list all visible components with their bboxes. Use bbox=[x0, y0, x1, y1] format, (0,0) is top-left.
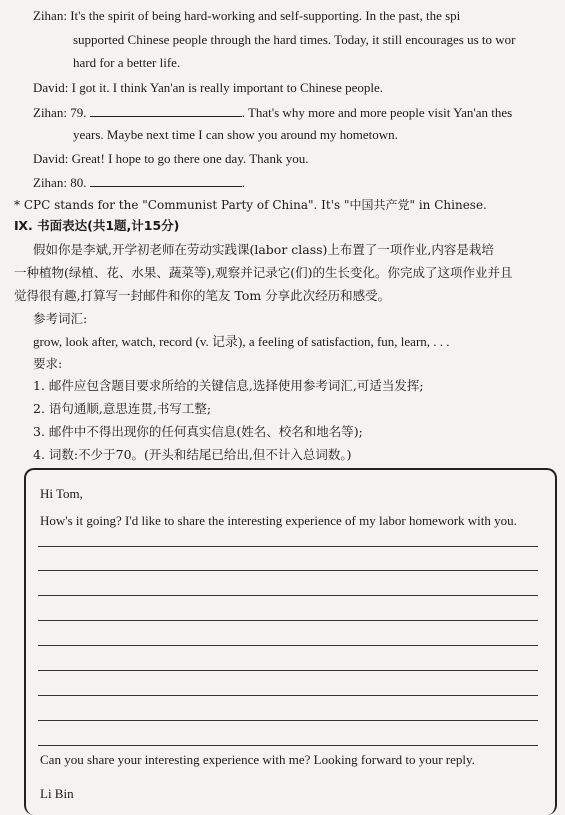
dialogue-line bbox=[33, 104, 512, 121]
requirement-item: 4. 词数:不少于70。(开头和结尾已给出,但不计入总词数。) bbox=[33, 447, 352, 462]
writing-line[interactable] bbox=[38, 745, 538, 746]
answer-blank-80[interactable] bbox=[90, 174, 242, 187]
answer-blank-79[interactable] bbox=[90, 104, 242, 117]
requirement-item: 3. 邮件中不得出现你的任何真实信息(姓名、校名和地名等); bbox=[33, 424, 363, 439]
requirement-item: 1. 邮件应包含题目要求所给的关键信息,选择使用参考词汇,可适当发挥; bbox=[33, 378, 424, 393]
vocab-heading: 参考词汇: bbox=[33, 311, 88, 326]
writing-line[interactable] bbox=[38, 620, 538, 621]
speaker-label: David: bbox=[33, 80, 69, 95]
speaker-label: Zihan: bbox=[33, 8, 67, 23]
letter-signature: Li Bin bbox=[40, 786, 74, 801]
letter-opening: How's it going? I'd like to share the interesting experience of my labor homework with you. bbox=[40, 513, 517, 528]
dialogue-line bbox=[33, 8, 460, 24]
writing-line[interactable] bbox=[38, 720, 538, 721]
writing-line[interactable] bbox=[38, 695, 538, 696]
dialogue-text: . bbox=[241, 175, 245, 190]
letter-closing: Can you share your interesting experience with me? Looking forward to your reply. bbox=[40, 752, 475, 767]
writing-line[interactable] bbox=[38, 645, 538, 646]
requirements-heading: 要求: bbox=[33, 356, 63, 371]
question-number: 80. bbox=[70, 175, 87, 190]
writing-line[interactable] bbox=[38, 670, 538, 671]
prompt-line: 一种植物(绿植、花、水果、蔬菜等),观察并记录它(们)的生长变化。你完成了这项作业并且 bbox=[14, 265, 513, 280]
prompt-line: 觉得很有趣,打算写一封邮件和你的笔友 Tom 分享此次经历和感受。 bbox=[14, 288, 391, 303]
vocab-list: grow, look after, watch, record (v. 记录), a feeling of satisfaction, fun, learn, . . . bbox=[33, 334, 450, 349]
question-number: 79. bbox=[70, 105, 87, 120]
dialogue-line bbox=[33, 151, 308, 167]
prompt-line: 假如你是李斌,开学初老师在劳动实践课(labor class)上布置了一项作业,内容是栽培 bbox=[33, 242, 494, 257]
footnote: * CPC stands for the "Communist Party of China". It's "中国共产党" in Chinese. bbox=[14, 198, 487, 212]
writing-line[interactable] bbox=[38, 546, 538, 547]
dialogue-text: I got it. I think Yan'an is really important to Chinese people. bbox=[71, 80, 384, 95]
requirement-item: 2. 语句通顺,意思连贯,书写工整; bbox=[33, 401, 212, 416]
dialogue-text: Great! I hope to go there one day. Thank you. bbox=[71, 151, 309, 166]
dialogue-line bbox=[33, 174, 245, 191]
writing-line[interactable] bbox=[38, 595, 538, 596]
section-title: Ⅸ. 书面表达(共1题,计15分) bbox=[14, 218, 180, 233]
dialogue-line: hard for a better life. bbox=[73, 55, 181, 70]
dialogue-line: supported Chinese people through the hard times. Today, it still encourages us to wor bbox=[73, 32, 516, 47]
writing-line[interactable] bbox=[38, 570, 538, 571]
dialogue-line bbox=[33, 80, 383, 96]
speaker-label: Zihan: bbox=[33, 175, 67, 190]
letter-greeting: Hi Tom, bbox=[40, 486, 83, 501]
speaker-label: Zihan: bbox=[33, 105, 67, 120]
speaker-label: David: bbox=[33, 151, 69, 166]
dialogue-line: years. Maybe next time I can show you around my hometown. bbox=[73, 127, 398, 142]
dialogue-text: . That's why more and more people visit Yan'an thes bbox=[241, 105, 513, 120]
dialogue-text: It's the spirit of being hard-working and self-supporting. In the past, the spi bbox=[70, 8, 461, 23]
